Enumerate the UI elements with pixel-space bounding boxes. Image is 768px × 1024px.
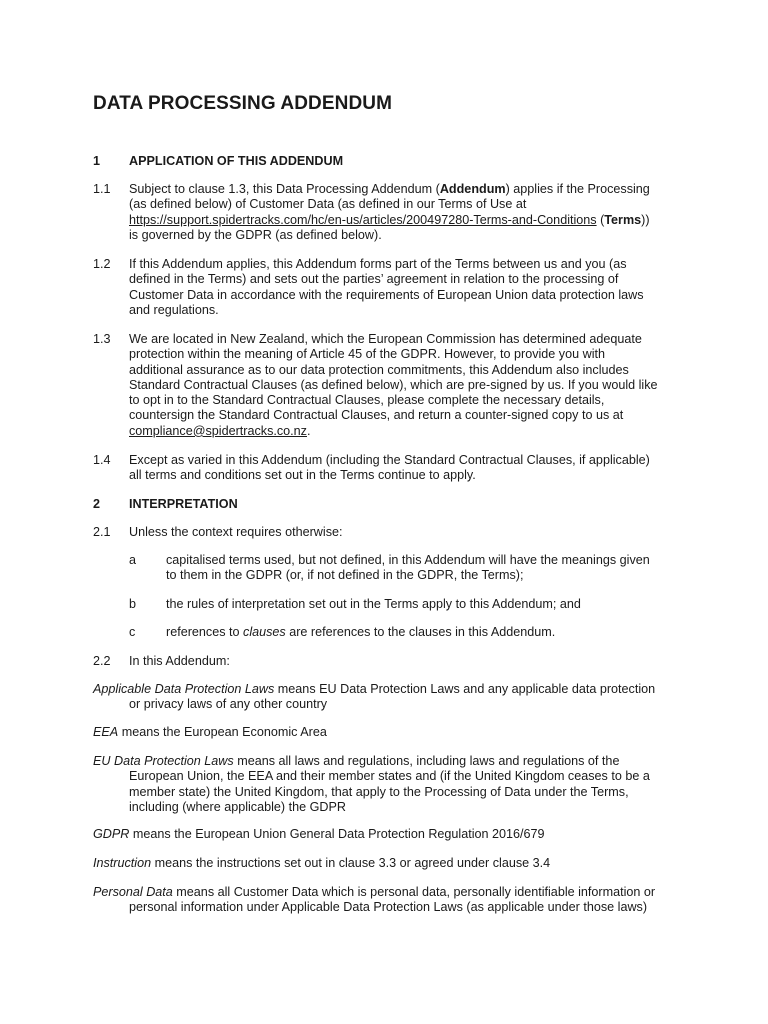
clause-1-1 xyxy=(93,182,683,243)
definition-eu-data-protection-laws xyxy=(93,754,683,815)
clause-2-2 xyxy=(93,654,683,669)
section-title: APPLICATION OF THIS ADDENDUM xyxy=(129,154,344,168)
definition-line xyxy=(93,682,683,697)
definition-line xyxy=(93,856,683,871)
definition-term: GDPR xyxy=(93,827,130,841)
definition-eea xyxy=(93,725,683,740)
document-title: DATA PROCESSING ADDENDUM xyxy=(93,93,393,114)
clause-line: In this Addendum: xyxy=(129,654,230,668)
clause-line: Unless the context requires otherwise: xyxy=(129,525,343,539)
clause-line xyxy=(129,182,683,197)
definition-line: member state) the United Kingdom, that apply to the Processing of Data under the Terms, xyxy=(129,784,629,799)
definition-line xyxy=(93,754,683,769)
subclause-letter: b xyxy=(129,597,137,611)
clause-line: capitalised terms used, but not defined, in this Addendum will have the meanings given xyxy=(166,553,650,567)
definition-instruction xyxy=(93,856,683,871)
clause-line: Standard Contractual Clauses (as defined below), which are pre-signed by us. If you would like xyxy=(129,377,658,392)
section-title: INTERPRETATION xyxy=(129,497,238,511)
definition-line xyxy=(93,885,683,900)
clause-1-4 xyxy=(93,453,683,484)
clause-number: 1.3 xyxy=(93,332,111,346)
clause-text: references to xyxy=(166,625,244,639)
clause-1-2 xyxy=(93,257,683,318)
definition-term: Instruction xyxy=(93,856,152,870)
clause-line: all terms and conditions set out in the Terms continue to apply. xyxy=(129,468,476,483)
clause-number: 1.2 xyxy=(93,257,111,271)
clause-line: to them in the GDPR (or, if not defined in the GDPR, the Terms); xyxy=(166,568,524,583)
definition-text: means EU Data Protection Laws and any applicable data protection xyxy=(274,682,656,696)
italic-term: clauses xyxy=(243,625,286,639)
clause-line: additional assurance as to our data protection commitments, this Addendum also includes xyxy=(129,362,629,377)
definition-term: EEA xyxy=(93,725,119,739)
clause-line xyxy=(129,424,683,439)
defined-term: Terms xyxy=(604,212,642,227)
clause-line: countersign the Standard Contractual Clauses, and return a counter-signed copy to us at xyxy=(129,408,624,423)
clause-text: ) applies if the Processing xyxy=(505,182,650,196)
clause-number: 2.2 xyxy=(93,654,111,668)
clause-line: and regulations. xyxy=(129,302,219,317)
subclause-c xyxy=(129,625,689,640)
clause-text: ( xyxy=(596,212,605,227)
definition-line xyxy=(93,725,683,740)
definition-line: or privacy laws of any other country xyxy=(129,697,328,712)
clause-line: defined in the Terms) and sets out the parties’ agreement in relation to the processing of xyxy=(129,272,619,287)
clause-line: is governed by the GDPR (as defined below). xyxy=(129,227,382,242)
clause-number: 2.1 xyxy=(93,525,111,539)
definition-text: means the instructions set out in clause 3.3 or agreed under clause 3.4 xyxy=(151,856,551,870)
definition-personal-data xyxy=(93,885,683,916)
section-number: 2 xyxy=(93,497,101,511)
definition-text: means the European Economic Area xyxy=(118,725,327,739)
clause-text: . xyxy=(306,423,311,438)
clause-line: Except as varied in this Addendum (including the Standard Contractual Clauses, if applicable) xyxy=(129,453,650,467)
definition-line: including (where applicable) the GDPR xyxy=(129,799,347,814)
clause-text: Subject to clause 1.3, this Data Processing Addendum ( xyxy=(129,182,440,196)
defined-term: Addendum xyxy=(439,182,506,196)
clause-line: protection within the meaning of Article 45 of the GDPR. However, to provide you with xyxy=(129,347,606,362)
definition-term: EU Data Protection Laws xyxy=(93,754,234,768)
clause-text: )) xyxy=(641,212,650,227)
clause-line: Customer Data in accordance with the requirements of European Union data protection laws xyxy=(129,287,644,302)
definition-term: Applicable Data Protection Laws xyxy=(93,682,275,696)
definition-line: personal information under Applicable Data Protection Laws (as applicable under those laws) xyxy=(129,900,648,915)
clause-line: (as defined below) of Customer Data (as defined in our Terms of Use at xyxy=(129,197,527,212)
clause-number: 1.1 xyxy=(93,182,111,196)
definition-line: European Union, the EEA and their member states and (if the United Kingdom ceases to be a xyxy=(129,769,650,784)
subclause-letter: a xyxy=(129,553,137,567)
clause-2-1 xyxy=(93,525,683,540)
definition-line xyxy=(93,827,683,842)
definition-applicable-data-protection-laws xyxy=(93,682,683,713)
clause-text: are references to the clauses in this Addendum. xyxy=(285,625,556,639)
clause-line xyxy=(129,213,683,228)
clause-line xyxy=(166,625,689,640)
definition-text: means all Customer Data which is personal data, personally identifiable information or xyxy=(172,885,656,899)
clause-line: the rules of interpretation set out in the Terms apply to this Addendum; and xyxy=(166,597,581,611)
section-number: 1 xyxy=(93,154,101,168)
definition-term: Personal Data xyxy=(93,885,173,899)
definition-text: means the European Union General Data Protection Regulation 2016/679 xyxy=(129,827,545,841)
clause-line: We are located in New Zealand, which the European Commission has determined adequate xyxy=(129,332,642,346)
terms-link[interactable]: https://support.spidertracks.com/hc/en-us/articles/200497280-Terms-and-Conditions xyxy=(129,212,597,227)
compliance-email-link[interactable]: compliance@spidertracks.co.nz xyxy=(129,423,307,438)
clause-1-3 xyxy=(93,332,683,439)
definition-gdpr xyxy=(93,827,683,842)
subclause-a xyxy=(129,553,689,584)
clause-number: 1.4 xyxy=(93,453,111,467)
clause-line: to opt in to the Standard Contractual Clauses, please complete the necessary details, xyxy=(129,393,605,408)
clause-line: If this Addendum applies, this Addendum forms part of the Terms between us and you (as xyxy=(129,257,627,271)
subclause-letter: c xyxy=(129,625,136,639)
subclause-b xyxy=(129,597,689,612)
definition-text: means all laws and regulations, including laws and regulations of the xyxy=(233,754,620,768)
